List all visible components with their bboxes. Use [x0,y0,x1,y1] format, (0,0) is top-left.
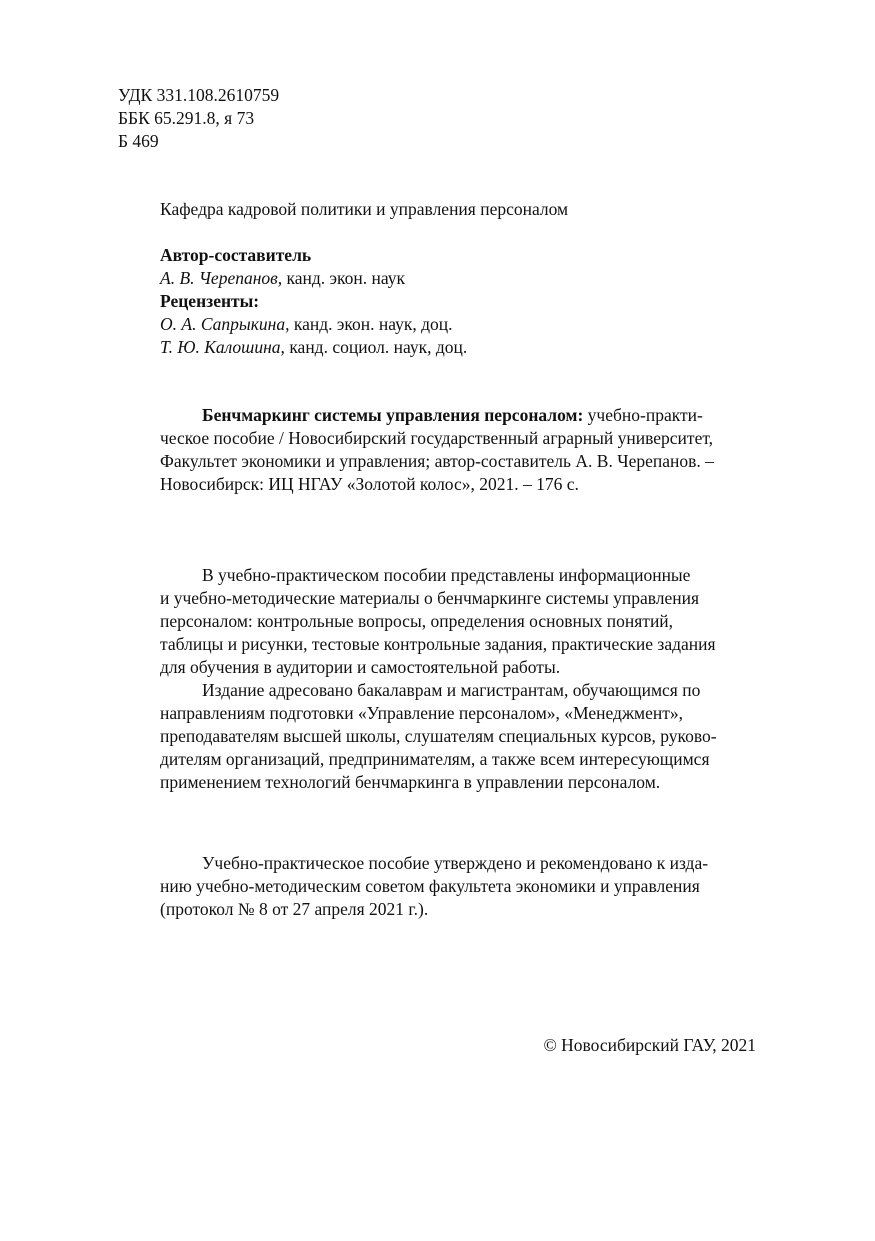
department [160,198,568,221]
annotation-line: Издание адресовано бакалаврам и магистрантам, обучающимся по [202,680,701,700]
udk-code: УДК 331.108.2610759 [118,85,280,105]
annotation-line: дителям организаций, предпринимателям, а также всем интересующимся [160,749,710,769]
reviewer-line [160,336,467,359]
authors-section [160,244,467,359]
reviewer-name: Т. Ю. Калошина, [160,337,285,357]
approval-note [160,852,756,921]
reviewer-degree: канд. экон. наук, доц. [289,314,453,334]
reviewer-line [160,313,467,336]
bibliographic-record [160,404,756,496]
reviewer-name: О. А. Сапрыкина, [160,314,290,334]
department-name: Кафедра кадровой политики и управления персоналом [160,199,569,219]
copyright-notice [543,1034,756,1057]
book-title: Бенчмаркинг системы управления персоналом: [202,405,584,425]
annotation [160,564,756,794]
compiler-name: А. В. Черепанов, [160,268,283,288]
copyright-text: © Новосибирский ГАУ, 2021 [543,1035,756,1055]
reviewers-heading: Рецензенты: [160,291,260,311]
biblio-line [160,404,756,427]
biblio-line: Факультет экономики и управления; автор-составитель А. В. Черепанов. – [160,451,714,471]
compiler-heading: Автор-составитель [160,245,312,265]
biblio-line: ческое пособие / Новосибирский государственный аграрный университет, [160,428,714,448]
annotation-line: таблицы и рисунки, тестовые контрольные задания, практические задания [160,634,716,654]
compiler-degree: канд. экон. наук [282,268,406,288]
annotation-line: для обучения в аудитории и самостоятельной работы. [160,657,561,677]
biblio-text: учебно-практи- [583,405,703,425]
classification-codes [118,84,279,153]
author-mark: Б 469 [118,131,159,151]
annotation-line: персоналом: контрольные вопросы, определения основных понятий, [160,611,674,631]
approval-line: Учебно-практическое пособие утверждено и рекомендовано к изда- [202,853,709,873]
reviewer-degree: канд. социол. наук, доц. [284,337,468,357]
annotation-line: и учебно-методические материалы о бенчмаркинге системы управления [160,588,700,608]
annotation-line: направлениям подготовки «Управление персоналом», «Менеджмент», [160,703,684,723]
annotation-line: применением технологий бенчмаркинга в управлении персоналом. [160,772,661,792]
approval-line: (протокол № 8 от 27 апреля 2021 г.). [160,899,429,919]
bbk-code: ББК 65.291.8, я 73 [118,108,255,128]
approval-line: нию учебно-методическим советом факультета экономики и управления [160,876,700,896]
annotation-line: преподавателям высшей школы, слушателям специальных курсов, руково- [160,726,717,746]
compiler-line [160,267,467,290]
annotation-line: В учебно-практическом пособии представлены информационные [202,565,691,585]
biblio-line: Новосибирск: ИЦ НГАУ «Золотой колос», 2021. – 176 с. [160,474,579,494]
